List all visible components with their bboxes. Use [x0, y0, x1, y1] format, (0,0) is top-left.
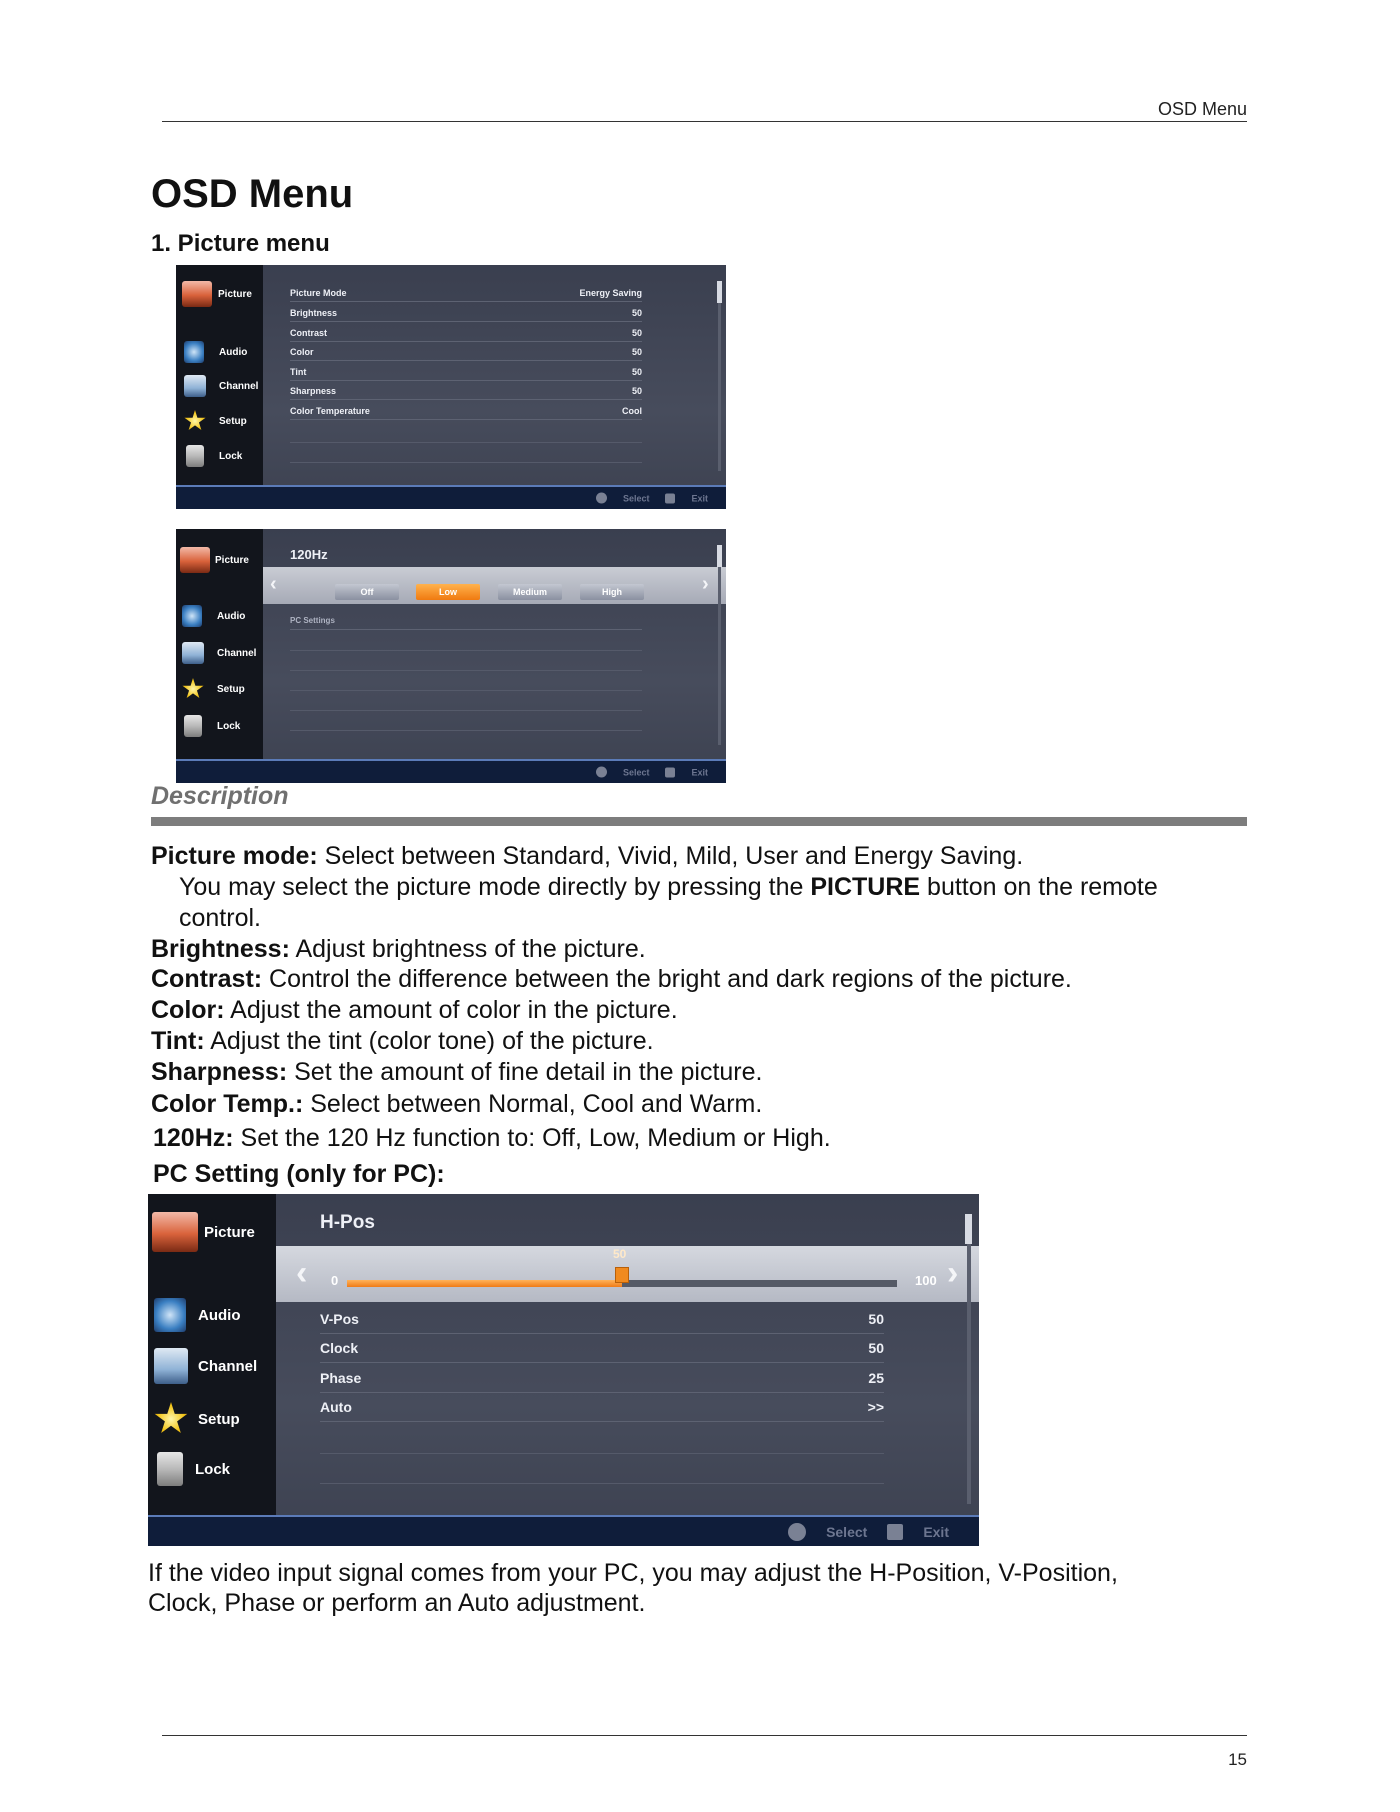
osd-row-value: 50: [631, 347, 642, 357]
description-text: Select between Normal, Cool and Warm.: [303, 1090, 763, 1118]
osd-row-empty: [290, 441, 642, 443]
osd-120hz-option-bar: [263, 567, 726, 604]
osd-row-label: Phase: [320, 1370, 362, 1386]
osd-row-label: Color: [290, 347, 314, 357]
description-sharpness: [151, 1058, 762, 1087]
osd-row-brightness: [290, 308, 642, 322]
osd-footer-exit: Exit: [691, 767, 708, 777]
osd-row-label: V-Pos: [320, 1311, 359, 1327]
osd-row-auto: [320, 1399, 884, 1422]
osd-sidebar-item-audio: [184, 341, 247, 363]
osd-sidebar-item-picture: [152, 1212, 255, 1252]
osd-sidebar-item-lock: [186, 445, 242, 467]
osd-sidebar-label: Lock: [217, 720, 241, 732]
osd-row-empty: [320, 1452, 884, 1454]
description-term: Contrast:: [151, 965, 263, 993]
osd-row-label: Auto: [320, 1399, 352, 1415]
exit-icon: [887, 1524, 903, 1540]
osd-sidebar-label: Setup: [219, 415, 247, 427]
osd-hpos-slider-min: 0: [331, 1273, 339, 1288]
osd-sidebar-item-lock: [157, 1452, 230, 1486]
osd-hpos-slider-fill: [347, 1280, 622, 1287]
section-title: 1. Picture menu: [151, 230, 330, 257]
osd-sidebar-label: Picture: [215, 554, 249, 566]
osd-row-empty: [290, 729, 642, 731]
osd-sidebar-item-picture: [182, 281, 252, 307]
page-number: 15: [1228, 1750, 1247, 1769]
osd-sidebar: [176, 529, 263, 783]
picture-icon: [182, 281, 212, 307]
description-text: Control the difference between the bright and dark regions of the picture.: [262, 965, 1072, 993]
chevron-right-icon: ›: [702, 573, 709, 595]
osd-sidebar-label: Picture: [204, 1223, 255, 1241]
osd-footer-select: Select: [826, 1523, 868, 1540]
osd-row-value: Cool: [622, 406, 642, 416]
osd-footer-exit: Exit: [923, 1523, 949, 1540]
osd-sidebar-label: Channel: [219, 380, 259, 392]
osd-row-label: Clock: [320, 1340, 359, 1356]
description-term: Sharpness:: [151, 1058, 288, 1086]
description-term: 120Hz:: [153, 1124, 234, 1152]
osd-sidebar-item-picture: [180, 547, 249, 573]
osd-sidebar-label: Lock: [219, 450, 243, 462]
osd-scroll-track: [718, 281, 721, 471]
picture-icon: [180, 547, 210, 573]
osd-hpos-slider-value: 50: [613, 1247, 627, 1261]
description-color: [151, 996, 678, 1025]
osd-row-label: Picture Mode: [290, 288, 347, 298]
osd-120hz-option-medium: Medium: [498, 584, 562, 600]
osd-sidebar-item-setup: [182, 678, 245, 700]
pc-setting-explanation-line-1: If the video input signal comes from your PC, you may adjust the H-Position, V-Position,: [148, 1559, 1118, 1587]
osd-scrollbar: [717, 281, 722, 303]
osd-row-value: 50: [868, 1340, 884, 1356]
osd-scrollbar: [965, 1214, 972, 1244]
lock-icon: [186, 445, 204, 467]
description-brightness: [151, 935, 646, 964]
osd-sidebar-label: Setup: [198, 1410, 240, 1428]
description-picture-mode: [151, 842, 1023, 871]
osd-row-picture-mode: [290, 288, 642, 302]
description-rule: [151, 817, 1247, 826]
description-text: button on the remote: [920, 873, 1158, 901]
osd-row-pc-settings: [290, 616, 642, 630]
osd-hpos-title: H-Pos: [320, 1212, 375, 1233]
osd-row-contrast: [290, 328, 642, 342]
description-text: Set the 120 Hz function to: Off, Low, Medium or High.: [233, 1124, 831, 1152]
description-text: Select between Standard, Vivid, Mild, User and Energy Saving.: [317, 842, 1024, 870]
osd-row-color-temperature: [290, 406, 642, 420]
lock-icon: [184, 715, 202, 737]
select-icon: [788, 1523, 806, 1541]
setup-star-icon: [154, 1402, 188, 1436]
exit-icon: [665, 767, 675, 777]
running-header: OSD Menu: [1157, 99, 1247, 119]
footer-rule: [162, 1735, 1247, 1736]
osd-row-empty: [290, 649, 642, 651]
osd-row-empty: [290, 689, 642, 691]
osd-row-empty: [290, 461, 642, 463]
osd-sidebar-label: Channel: [198, 1357, 258, 1375]
osd-row-label: Sharpness: [290, 386, 337, 396]
osd-sidebar-item-setup: [154, 1402, 240, 1436]
osd-footer-select: Select: [622, 493, 650, 503]
osd-footer: [176, 759, 726, 783]
osd-pc-setting-screenshot: [148, 1194, 979, 1546]
osd-120hz-option-high: High: [580, 584, 644, 600]
osd-120hz-option-off: Off: [335, 584, 399, 600]
osd-row-label: Contrast: [290, 328, 328, 338]
osd-sidebar-item-audio: [154, 1298, 241, 1332]
osd-hpos-slider-max: 100: [915, 1273, 937, 1288]
osd-footer: [176, 485, 726, 509]
osd-sidebar: [148, 1194, 276, 1546]
chevron-left-icon: ‹: [270, 573, 277, 595]
chevron-left-icon: ‹: [296, 1254, 308, 1292]
osd-row-label: Brightness: [290, 308, 338, 318]
osd-sidebar-label: Audio: [219, 346, 248, 358]
description-tint: [151, 1027, 654, 1056]
osd-sidebar: [176, 265, 263, 509]
osd-sidebar-label: Lock: [195, 1460, 231, 1478]
osd-120hz-option-low: Low: [416, 584, 480, 600]
osd-sidebar-label: Setup: [217, 683, 245, 695]
osd-sidebar-item-audio: [182, 605, 245, 627]
lock-icon: [157, 1452, 183, 1486]
osd-sidebar-item-setup: [184, 410, 247, 432]
description-pc-setting: [153, 1160, 445, 1189]
chevron-right-icon: ›: [947, 1254, 959, 1292]
osd-row-color: [290, 347, 642, 361]
osd-120hz-title: 120Hz: [290, 547, 328, 562]
osd-row-value: 50: [631, 308, 642, 318]
osd-hpos-slider-knob: [615, 1267, 629, 1283]
select-icon: [596, 493, 607, 504]
description-contrast: [151, 965, 1072, 994]
osd-row-value: 50: [631, 367, 642, 377]
osd-sidebar-item-channel: [184, 375, 258, 397]
osd-row-value: 25: [868, 1370, 884, 1386]
description-picture-mode-note-cont: [179, 904, 261, 933]
page-title: OSD Menu: [151, 172, 354, 216]
osd-row-sharpness: [290, 386, 642, 400]
osd-picture-menu-screenshot: [176, 265, 726, 509]
description-term: Brightness:: [151, 935, 290, 963]
description-text: Adjust brightness of the picture.: [289, 935, 646, 963]
osd-row-empty: [320, 1482, 884, 1484]
description-text: You may select the picture mode directly by pressing the: [179, 873, 811, 901]
osd-sidebar-label: Audio: [198, 1306, 241, 1324]
picture-icon: [152, 1212, 198, 1252]
osd-sidebar-label: Channel: [217, 647, 257, 659]
osd-row-phase: [320, 1370, 884, 1393]
osd-row-value: Energy Saving: [579, 288, 642, 298]
select-icon: [596, 767, 607, 778]
osd-footer: [148, 1515, 979, 1546]
description-text: control.: [179, 904, 261, 932]
osd-sidebar-item-lock: [184, 715, 240, 737]
channel-icon: [154, 1348, 188, 1384]
osd-row-tint: [290, 367, 642, 381]
osd-sidebar-item-channel: [182, 642, 256, 664]
osd-120hz-screenshot: [176, 529, 726, 783]
osd-row-label: Tint: [290, 367, 307, 377]
description-120hz: [153, 1124, 831, 1153]
setup-star-icon: [182, 678, 204, 700]
description-color-temp: [151, 1090, 762, 1119]
osd-row-empty: [290, 709, 642, 711]
description-term: Picture mode:: [151, 842, 318, 870]
description-text: Set the amount of fine detail in the picture.: [287, 1058, 763, 1086]
osd-sidebar-label: Audio: [217, 610, 246, 622]
osd-sidebar-item-channel: [154, 1348, 257, 1384]
description-picture-mode-note: [179, 873, 1158, 902]
osd-row-clock: [320, 1340, 884, 1363]
osd-footer-exit: Exit: [691, 493, 708, 503]
pc-setting-explanation-line-2: Clock, Phase or perform an Auto adjustment.: [148, 1589, 646, 1617]
description-text: Adjust the amount of color in the picture.: [224, 996, 678, 1024]
osd-sidebar-label: Picture: [218, 288, 252, 300]
description-heading: Description: [151, 782, 289, 810]
audio-icon: [182, 605, 202, 627]
audio-icon: [184, 341, 204, 363]
channel-icon: [184, 375, 206, 397]
osd-scrollbar: [717, 545, 722, 567]
osd-footer-select: Select: [622, 767, 650, 777]
osd-scroll-track: [967, 1214, 971, 1504]
picture-button-name: PICTURE: [810, 873, 921, 901]
description-term: Color Temp.:: [151, 1090, 304, 1118]
osd-row-empty: [290, 669, 642, 671]
osd-row-value: 50: [868, 1311, 884, 1327]
description-text: Adjust the tint (color tone) of the picture.: [204, 1027, 654, 1055]
description-term: Color:: [151, 996, 225, 1024]
osd-row-label: PC Settings: [290, 616, 335, 625]
audio-icon: [154, 1298, 186, 1332]
osd-row-vpos: [320, 1311, 884, 1334]
description-term: Tint:: [151, 1027, 205, 1055]
osd-row-value: >>: [867, 1399, 884, 1415]
header-rule: [162, 121, 1247, 122]
description-term: PC Setting (only for PC):: [153, 1160, 445, 1188]
setup-star-icon: [184, 410, 206, 432]
exit-icon: [665, 493, 675, 503]
osd-scroll-track: [718, 545, 721, 745]
osd-row-value: 50: [631, 386, 642, 396]
osd-row-value: 50: [631, 328, 642, 338]
osd-row-label: Color Temperature: [290, 406, 370, 416]
channel-icon: [182, 642, 204, 664]
